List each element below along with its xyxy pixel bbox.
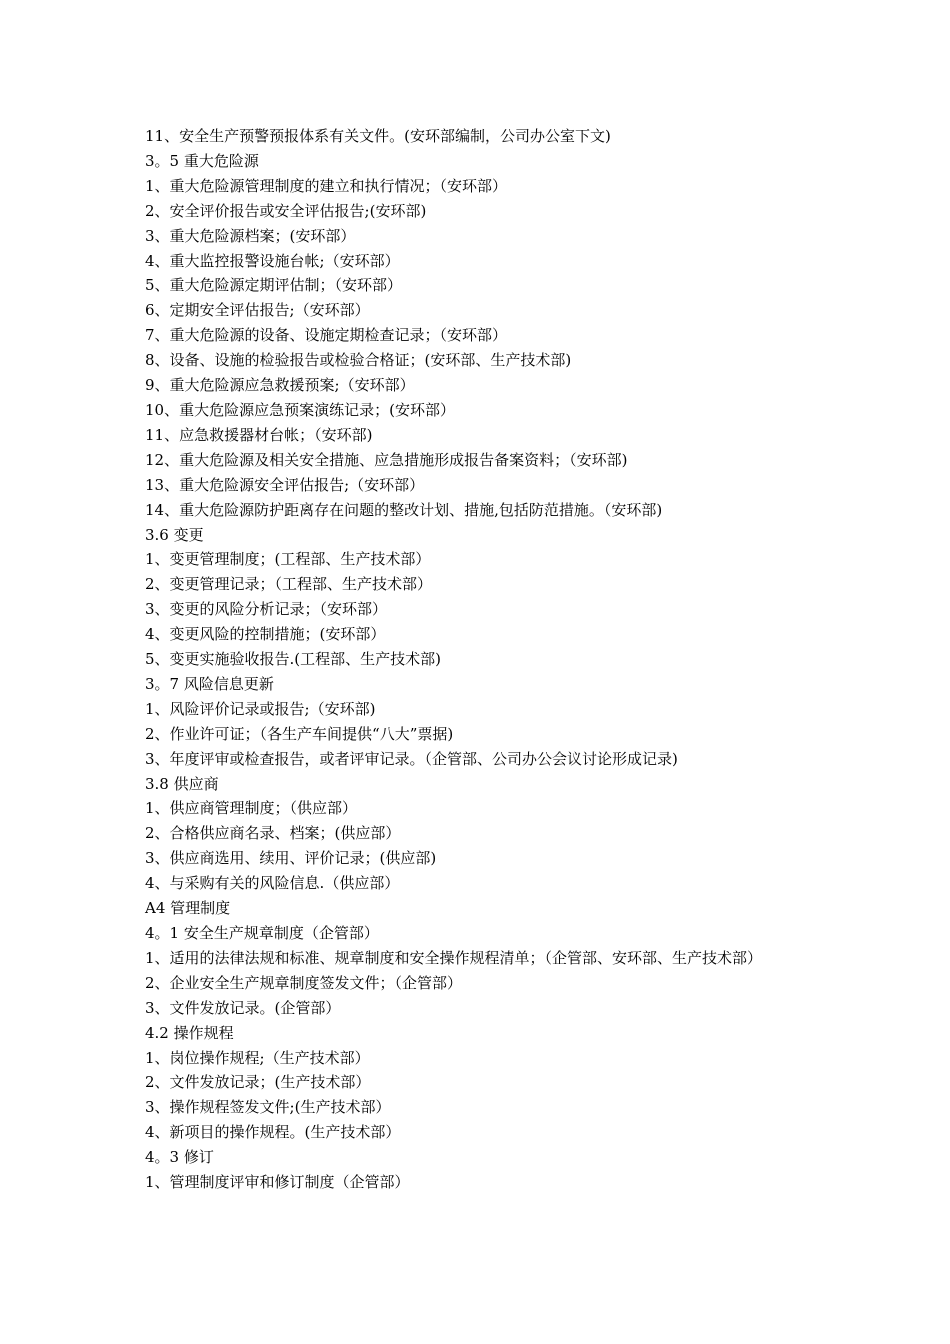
text-line: 1、管理制度评审和修订制度（企管部） (145, 1173, 410, 1192)
text-line: 2、安全评价报告或安全评估报告;(安环部) (145, 201, 427, 220)
section-heading: 3。5 重大危险源 (145, 151, 259, 170)
text-line: 7、重大危险源的设备、设施定期检查记录；（安环部） (145, 326, 508, 345)
text-line: 4、与采购有关的风险信息.（供应部） (145, 874, 400, 893)
text-line: 3、操作规程签发文件;(生产技术部） (145, 1098, 391, 1117)
text-line: 4、新项目的操作规程。(生产技术部） (145, 1123, 401, 1142)
text-line: 1、风险评价记录或报告;（安环部) (145, 699, 376, 718)
document-body (145, 124, 810, 1195)
text-line: 2、企业安全生产规章制度签发文件；（企管部） (145, 973, 463, 992)
text-line: 6、定期安全评估报告;（安环部） (145, 301, 370, 320)
section-heading: 3.6 变更 (145, 525, 204, 544)
text-line: 11、应急救援器材台帐；（安环部) (145, 425, 373, 444)
text-line: 1、适用的法律法规和标准、规章制度和安全操作规程清单；（企管部、安环部、生产技术部） (145, 948, 763, 967)
text-line: 3、年度评审或检查报告，或者评审记录。（企管部、公司办公会议讨论形成记录) (145, 749, 678, 768)
text-line: 1、供应商管理制度；（供应部） (145, 799, 358, 818)
section-heading: 3。7 风险信息更新 (145, 674, 274, 693)
text-line: 3、重大危险源档案；(安环部） (145, 226, 356, 245)
text-line: 5、重大危险源定期评估制；（安环部） (145, 276, 403, 295)
text-line: 2、文件发放记录；(生产技术部） (145, 1073, 371, 1092)
text-line: 1、岗位操作规程;（生产技术部） (145, 1048, 370, 1067)
text-line: 2、合格供应商名录、档案；(供应部） (145, 824, 401, 843)
text-line: 9、重大危险源应急救援预案;（安环部） (145, 376, 415, 395)
chapter-heading: A4 管理制度 (145, 899, 231, 918)
text-line: 10、重大危险源应急预案演练记录；(安环部） (145, 400, 455, 419)
section-heading: 4。1 安全生产规章制度（企管部） (145, 924, 379, 942)
text-line: 1、重大危险源管理制度的建立和执行情况；（安环部） (145, 176, 508, 195)
section-heading: 4。3 修订 (145, 1148, 214, 1167)
text-line: 2、变更管理记录；（工程部、生产技术部） (145, 575, 433, 594)
text-line: 14、重大危险源防护距离存在问题的整改计划、措施,包括防范措施。（安环部) (145, 500, 663, 519)
text-line: 3、变更的风险分析记录；（安环部） (145, 600, 388, 619)
text-line: 3、文件发放记录。(企管部） (145, 998, 341, 1017)
section-heading: 3.8 供应商 (145, 774, 219, 793)
text-line: 2、作业许可证；（各生产车间提供“八大”票据) (145, 724, 454, 743)
section-heading: 4.2 操作规程 (145, 1023, 234, 1042)
text-line: 1、变更管理制度；(工程部、生产技术部） (145, 550, 431, 569)
text-line: 12、重大危险源及相关安全措施、应急措施形成报告备案资料；（安环部) (145, 450, 628, 469)
text-line: 4、重大监控报警设施台帐;（安环部） (145, 251, 400, 270)
text-line: 8、设备、设施的检验报告或检验合格证；(安环部、生产技术部) (145, 351, 572, 370)
text-line: 3、供应商选用、续用、评价记录；(供应部) (145, 849, 437, 868)
text-line: 5、变更实施验收报告.(工程部、生产技术部) (145, 650, 442, 669)
text-line: 4、变更风险的控制措施；(安环部） (145, 625, 386, 644)
text-line: 11、安全生产预警预报体系有关文件。(安环部编制，公司办公室下文) (145, 127, 611, 145)
text-line: 13、重大危险源安全评估报告;（安环部） (145, 475, 425, 494)
